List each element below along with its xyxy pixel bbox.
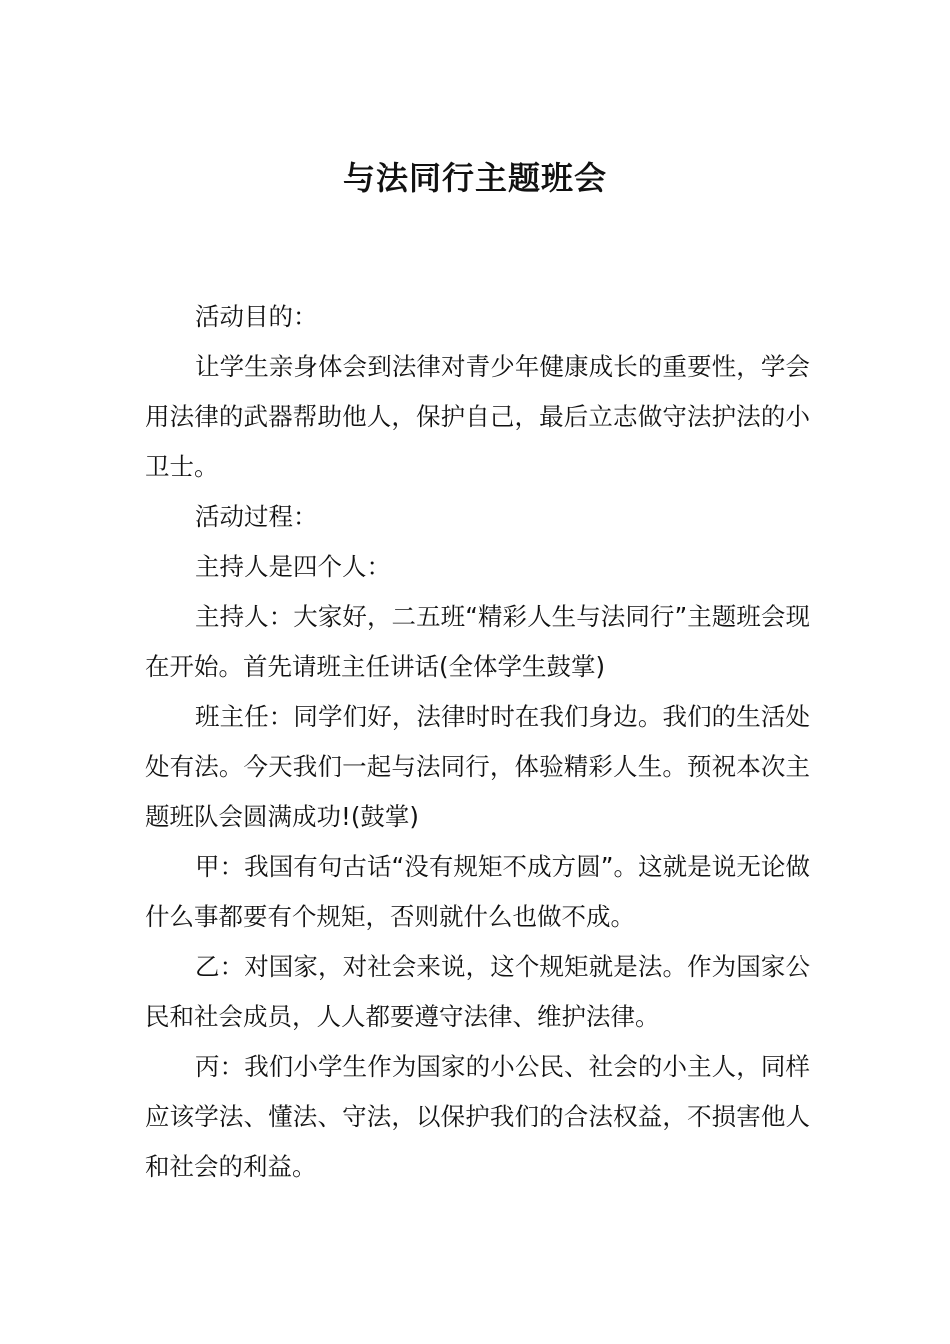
paragraph-head-teacher: 班主任：同学们好，法律时时在我们身边。我们的生活处处有法。今天我们一起与法同行，体验精彩人生。预祝本次主题班队会圆满成功!(鼓掌) [145,702,810,831]
paragraph-speaker-yi: 乙：对国家，对社会来说，这个规矩就是法。作为国家公民和社会成员，人人都要遵守法律、维护法律。 [145,952,810,1031]
paragraph-activity-purpose-heading: 活动目的： [195,302,318,331]
document-title: 与法同行主题班会 [342,159,607,197]
paragraph-activity-process-heading: 活动过程： [195,502,318,531]
paragraph-speaker-jia: 甲：我国有句古话“没有规矩不成方圆”。这就是说无论做什么事都要有个规矩，否则就什么也做不成。 [145,852,810,931]
paragraph-speaker-bing: 丙：我们小学生作为国家的小公民、社会的小主人，同样应该学法、懂法、守法，以保护我们的合法权益，不损害他人和社会的利益。 [145,1052,810,1181]
paragraph-host-opening: 主持人：大家好，二五班“精彩人生与法同行”主题班会现在开始。首先请班主任讲话(全体学生鼓掌) [145,602,810,681]
document-body [145,292,810,1192]
paragraph-hosts: 主持人是四个人： [195,552,391,581]
paragraph-activity-purpose: 让学生亲身体会到法律对青少年健康成长的重要性，学会用法律的武器帮助他人，保护自己，最后立志做守法护法的小卫士。 [145,352,810,481]
